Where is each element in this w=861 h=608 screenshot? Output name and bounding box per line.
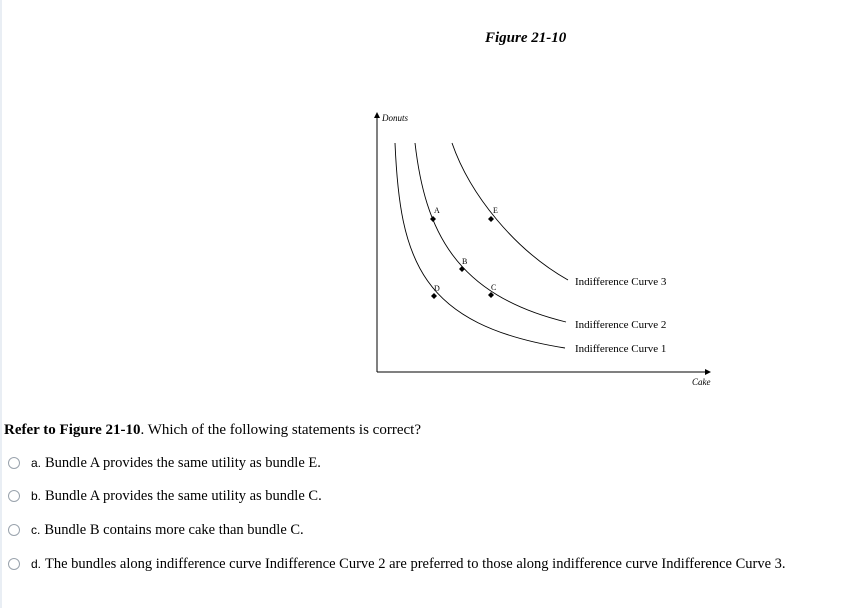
point-d-label: D bbox=[434, 284, 440, 293]
radio-button-a[interactable] bbox=[8, 457, 20, 469]
figure-reference: Refer to Figure 21-10 bbox=[4, 422, 141, 438]
indifference-curve-3 bbox=[452, 143, 568, 280]
question-stem: . Which of the following statements is correct? bbox=[140, 422, 421, 438]
figure-title: Figure 21-10 bbox=[485, 30, 567, 46]
option-letter: c. bbox=[31, 523, 41, 537]
label-indifference-curve-2: Indifference Curve 2 bbox=[575, 319, 667, 331]
radio-button-c[interactable] bbox=[8, 524, 20, 536]
option-text: The bundles along indifference curve Indifference Curve 2 are preferred to those along indifference curve Indifference Curve 3. bbox=[45, 555, 786, 572]
question-text bbox=[4, 422, 421, 439]
option-a[interactable] bbox=[8, 453, 321, 473]
option-text: Bundle A provides the same utility as bundle E. bbox=[45, 454, 321, 471]
option-c[interactable] bbox=[8, 520, 304, 540]
point-b-marker bbox=[459, 266, 465, 272]
option-letter: b. bbox=[31, 489, 42, 503]
option-letter: a. bbox=[31, 456, 42, 470]
point-b-label: B bbox=[462, 257, 468, 266]
radio-button-d[interactable] bbox=[8, 558, 20, 570]
point-d-marker bbox=[431, 293, 437, 299]
y-axis-label: Donuts bbox=[382, 113, 409, 123]
label-indifference-curve-3: Indifference Curve 3 bbox=[575, 276, 667, 288]
point-e-label: E bbox=[493, 206, 498, 215]
point-c-marker bbox=[488, 292, 494, 298]
y-axis-arrow bbox=[374, 112, 380, 118]
point-a-marker bbox=[430, 216, 436, 222]
x-axis-label: Cake bbox=[692, 377, 711, 387]
radio-button-b[interactable] bbox=[8, 490, 20, 502]
indifference-curve-1 bbox=[395, 143, 565, 348]
option-b[interactable] bbox=[8, 486, 322, 506]
option-letter: d. bbox=[31, 557, 42, 571]
option-d[interactable] bbox=[8, 554, 786, 574]
option-text: Bundle A provides the same utility as bundle C. bbox=[45, 487, 322, 504]
x-axis-arrow bbox=[705, 369, 711, 375]
label-indifference-curve-1: Indifference Curve 1 bbox=[575, 343, 667, 355]
point-a-label: A bbox=[434, 206, 440, 215]
point-c-label: C bbox=[491, 283, 497, 292]
option-text: Bundle B contains more cake than bundle C. bbox=[44, 521, 304, 538]
point-e-marker bbox=[488, 216, 494, 222]
